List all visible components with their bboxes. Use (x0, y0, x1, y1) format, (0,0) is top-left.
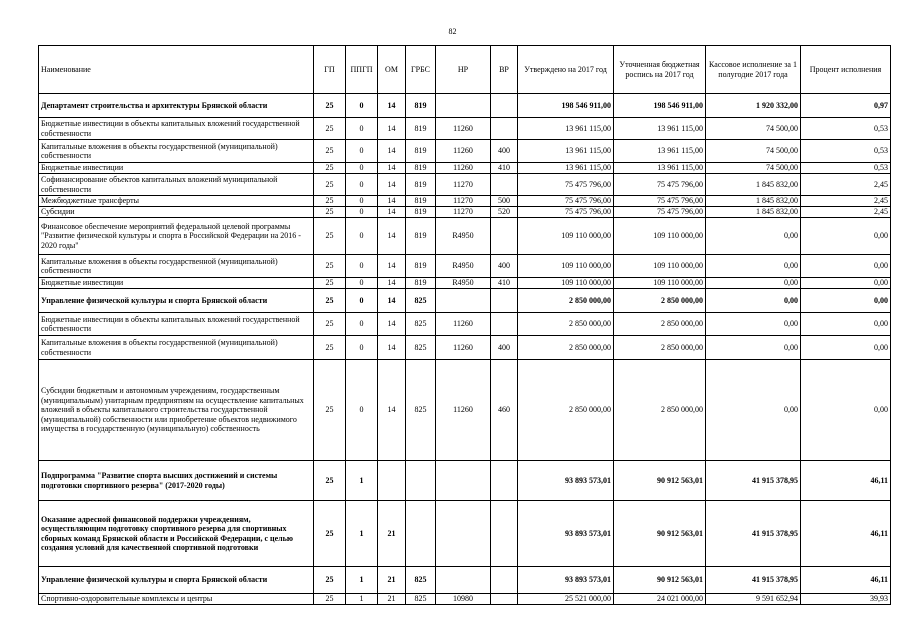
cell-ppgp: 0 (346, 278, 378, 289)
cell-ppgp: 0 (346, 118, 378, 140)
cell-percent: 0,00 (801, 218, 891, 255)
cell-grbs: 825 (406, 567, 436, 594)
cell-refined: 90 912 563,01 (614, 461, 706, 501)
cell-refined: 109 110 000,00 (614, 278, 706, 289)
cell-om: 14 (378, 118, 406, 140)
cell-refined: 90 912 563,01 (614, 567, 706, 594)
cell-grbs: 819 (406, 278, 436, 289)
cell-vr (491, 567, 518, 594)
cell-ppgp: 0 (346, 255, 378, 278)
cell-percent: 0,00 (801, 313, 891, 336)
cell-vr (491, 594, 518, 605)
table-row (39, 207, 891, 218)
cell-ppgp: 0 (346, 94, 378, 118)
cell-vr (491, 289, 518, 313)
table-row (39, 594, 891, 605)
cell-gp: 25 (314, 336, 346, 360)
cell-grbs: 825 (406, 313, 436, 336)
cell-refined: 75 475 796,00 (614, 174, 706, 196)
cell-om: 21 (378, 567, 406, 594)
cell-ppgp: 0 (346, 336, 378, 360)
cell-refined: 24 021 000,00 (614, 594, 706, 605)
cell-ppgp: 1 (346, 594, 378, 605)
table-row (39, 94, 891, 118)
col-header-percent: Процент исполнения (801, 46, 891, 94)
cell-name: Департамент строительства и архитектуры Брянской области (39, 94, 314, 118)
cell-refined: 2 850 000,00 (614, 336, 706, 360)
cell-vr (491, 461, 518, 501)
cell-approved: 93 893 573,01 (518, 567, 614, 594)
cell-nr: 11270 (436, 207, 491, 218)
cell-approved: 109 110 000,00 (518, 255, 614, 278)
cell-grbs: 819 (406, 196, 436, 207)
cell-refined: 198 546 911,00 (614, 94, 706, 118)
cell-gp: 25 (314, 289, 346, 313)
cell-approved: 13 961 115,00 (518, 140, 614, 163)
cell-cash: 74 500,00 (706, 140, 801, 163)
table-row (39, 118, 891, 140)
cell-name: Бюджетные инвестиции в объекты капитальных вложений государственной собственности (39, 118, 314, 140)
cell-ppgp: 0 (346, 196, 378, 207)
cell-refined: 109 110 000,00 (614, 218, 706, 255)
cell-gp: 25 (314, 163, 346, 174)
cell-om: 14 (378, 278, 406, 289)
cell-nr: 11270 (436, 196, 491, 207)
cell-cash: 74 500,00 (706, 163, 801, 174)
cell-gp: 25 (314, 140, 346, 163)
cell-nr: 11260 (436, 313, 491, 336)
cell-vr: 500 (491, 196, 518, 207)
cell-grbs: 819 (406, 118, 436, 140)
cell-nr: R4950 (436, 278, 491, 289)
cell-cash: 74 500,00 (706, 118, 801, 140)
cell-cash: 0,00 (706, 255, 801, 278)
cell-grbs: 819 (406, 94, 436, 118)
cell-om: 21 (378, 501, 406, 567)
cell-om: 14 (378, 289, 406, 313)
cell-name: Бюджетные инвестиции (39, 163, 314, 174)
col-header-nr: НР (436, 46, 491, 94)
cell-cash: 41 915 378,95 (706, 461, 801, 501)
cell-name: Субсидии (39, 207, 314, 218)
cell-name: Межбюджетные трансферты (39, 196, 314, 207)
table-row (39, 313, 891, 336)
cell-gp: 25 (314, 118, 346, 140)
cell-cash: 1 845 832,00 (706, 196, 801, 207)
cell-gp: 25 (314, 255, 346, 278)
cell-vr (491, 313, 518, 336)
page-number: 82 (448, 27, 457, 36)
cell-om: 14 (378, 163, 406, 174)
table-row (39, 174, 891, 196)
cell-refined: 75 475 796,00 (614, 207, 706, 218)
cell-name: Капитальные вложения в объекты государственной (муниципальной) собственности (39, 140, 314, 163)
cell-percent: 0,00 (801, 360, 891, 461)
cell-nr (436, 289, 491, 313)
cell-name: Капитальные вложения в объекты государственной (муниципальной) собственности (39, 336, 314, 360)
col-header-name: Наименование (39, 46, 314, 94)
cell-refined: 13 961 115,00 (614, 140, 706, 163)
cell-om: 14 (378, 140, 406, 163)
cell-nr (436, 94, 491, 118)
cell-refined: 109 110 000,00 (614, 255, 706, 278)
cell-name: Оказание адресной финансовой поддержки учреждениям, осуществляющим подготовку спортивного резерва для спортивных сборных команд Брянской области и Российской Федерации, с целью создания условий для качественной спортивной подготовки (39, 501, 314, 567)
cell-vr (491, 174, 518, 196)
cell-nr (436, 567, 491, 594)
cell-cash: 0,00 (706, 313, 801, 336)
cell-approved: 198 546 911,00 (518, 94, 614, 118)
cell-percent: 39,93 (801, 594, 891, 605)
cell-refined: 2 850 000,00 (614, 289, 706, 313)
cell-ppgp: 1 (346, 461, 378, 501)
cell-cash: 0,00 (706, 336, 801, 360)
cell-om (378, 461, 406, 501)
cell-percent: 2,45 (801, 196, 891, 207)
cell-grbs (406, 461, 436, 501)
cell-vr: 400 (491, 255, 518, 278)
cell-grbs: 825 (406, 594, 436, 605)
cell-vr: 400 (491, 336, 518, 360)
cell-cash: 9 591 652,94 (706, 594, 801, 605)
cell-ppgp: 0 (346, 218, 378, 255)
cell-nr (436, 501, 491, 567)
cell-name: Подпрограмма "Развитие спорта высших достижений и системы подготовки спортивного резерва" (2017-2020 годы) (39, 461, 314, 501)
cell-name: Спортивно-оздоровительные комплексы и центры (39, 594, 314, 605)
cell-nr: 11260 (436, 336, 491, 360)
cell-approved: 2 850 000,00 (518, 289, 614, 313)
cell-name: Бюджетные инвестиции в объекты капитальных вложений государственной собственности (39, 313, 314, 336)
cell-percent: 46,11 (801, 501, 891, 567)
cell-percent: 0,00 (801, 336, 891, 360)
cell-gp: 25 (314, 278, 346, 289)
cell-nr: 11260 (436, 360, 491, 461)
cell-nr (436, 461, 491, 501)
cell-name: Бюджетные инвестиции (39, 278, 314, 289)
cell-nr: 11260 (436, 163, 491, 174)
cell-percent: 0,00 (801, 255, 891, 278)
cell-grbs: 819 (406, 140, 436, 163)
cell-approved: 75 475 796,00 (518, 196, 614, 207)
cell-grbs: 825 (406, 289, 436, 313)
cell-approved: 2 850 000,00 (518, 313, 614, 336)
table-row (39, 461, 891, 501)
cell-ppgp: 0 (346, 163, 378, 174)
cell-nr: 11260 (436, 140, 491, 163)
cell-vr: 520 (491, 207, 518, 218)
cell-gp: 25 (314, 174, 346, 196)
cell-percent: 0,53 (801, 163, 891, 174)
cell-gp: 25 (314, 594, 346, 605)
cell-refined: 90 912 563,01 (614, 501, 706, 567)
cell-grbs: 825 (406, 336, 436, 360)
cell-nr: R4950 (436, 218, 491, 255)
cell-om: 14 (378, 255, 406, 278)
cell-approved: 75 475 796,00 (518, 174, 614, 196)
cell-approved: 2 850 000,00 (518, 336, 614, 360)
cell-vr (491, 218, 518, 255)
cell-gp: 25 (314, 501, 346, 567)
budget-table (38, 45, 891, 605)
cell-approved: 93 893 573,01 (518, 501, 614, 567)
cell-name: Капитальные вложения в объекты государственной (муниципальной) собственности (39, 255, 314, 278)
cell-om: 14 (378, 360, 406, 461)
cell-gp: 25 (314, 94, 346, 118)
cell-vr: 400 (491, 140, 518, 163)
cell-ppgp: 0 (346, 289, 378, 313)
cell-cash: 0,00 (706, 289, 801, 313)
table-row (39, 140, 891, 163)
cell-approved: 109 110 000,00 (518, 218, 614, 255)
col-header-refined: Уточненная бюджетная роспись на 2017 год (614, 46, 706, 94)
cell-grbs: 819 (406, 207, 436, 218)
cell-percent: 46,11 (801, 567, 891, 594)
col-header-ppgp: ППГП (346, 46, 378, 94)
cell-percent: 2,45 (801, 174, 891, 196)
cell-cash: 41 915 378,95 (706, 501, 801, 567)
cell-cash: 1 845 832,00 (706, 174, 801, 196)
cell-om: 14 (378, 207, 406, 218)
cell-vr (491, 501, 518, 567)
col-header-vr: ВР (491, 46, 518, 94)
cell-gp: 25 (314, 207, 346, 218)
cell-refined: 2 850 000,00 (614, 360, 706, 461)
cell-percent: 0,53 (801, 118, 891, 140)
cell-grbs (406, 501, 436, 567)
cell-cash: 0,00 (706, 278, 801, 289)
cell-grbs: 819 (406, 218, 436, 255)
cell-ppgp: 0 (346, 313, 378, 336)
col-header-grbs: ГРБС (406, 46, 436, 94)
table-header-row (39, 46, 891, 94)
cell-gp: 25 (314, 360, 346, 461)
cell-cash: 1 845 832,00 (706, 207, 801, 218)
cell-nr: 11270 (436, 174, 491, 196)
col-header-gp: ГП (314, 46, 346, 94)
table-row (39, 278, 891, 289)
cell-approved: 93 893 573,01 (518, 461, 614, 501)
cell-approved: 2 850 000,00 (518, 360, 614, 461)
cell-cash: 0,00 (706, 360, 801, 461)
cell-percent: 0,00 (801, 278, 891, 289)
cell-gp: 25 (314, 313, 346, 336)
cell-vr (491, 94, 518, 118)
table-row (39, 196, 891, 207)
cell-cash: 0,00 (706, 218, 801, 255)
cell-percent: 0,00 (801, 289, 891, 313)
table-row (39, 501, 891, 567)
cell-name: Управление физической культуры и спорта Брянской области (39, 567, 314, 594)
cell-percent: 2,45 (801, 207, 891, 218)
cell-nr: 10980 (436, 594, 491, 605)
table-row (39, 336, 891, 360)
cell-name: Софинансирование объектов капитальных вложений муниципальной собственности (39, 174, 314, 196)
cell-gp: 25 (314, 461, 346, 501)
cell-approved: 109 110 000,00 (518, 278, 614, 289)
cell-om: 14 (378, 94, 406, 118)
cell-refined: 13 961 115,00 (614, 163, 706, 174)
cell-approved: 13 961 115,00 (518, 118, 614, 140)
table-row (39, 289, 891, 313)
table-row (39, 360, 891, 461)
table-row (39, 163, 891, 174)
cell-refined: 2 850 000,00 (614, 313, 706, 336)
cell-om: 21 (378, 594, 406, 605)
cell-ppgp: 1 (346, 567, 378, 594)
cell-name: Финансовое обеспечение мероприятий федеральной целевой программы "Развитие физической культуры и спорта в Российской Федерации на 2016 - 2020 годы" (39, 218, 314, 255)
table-row (39, 255, 891, 278)
cell-vr (491, 118, 518, 140)
cell-ppgp: 1 (346, 501, 378, 567)
cell-gp: 25 (314, 196, 346, 207)
cell-vr: 410 (491, 278, 518, 289)
cell-gp: 25 (314, 567, 346, 594)
cell-name: Управление физической культуры и спорта Брянской области (39, 289, 314, 313)
cell-nr: R4950 (436, 255, 491, 278)
cell-approved: 13 961 115,00 (518, 163, 614, 174)
cell-ppgp: 0 (346, 360, 378, 461)
col-header-om: ОМ (378, 46, 406, 94)
cell-grbs: 819 (406, 174, 436, 196)
table-row (39, 567, 891, 594)
cell-gp: 25 (314, 218, 346, 255)
cell-refined: 75 475 796,00 (614, 196, 706, 207)
cell-om: 14 (378, 174, 406, 196)
cell-ppgp: 0 (346, 207, 378, 218)
cell-grbs: 819 (406, 163, 436, 174)
cell-name: Субсидии бюджетным и автономным учреждениям, государственным (муниципальным) унитарным предприятиям на осуществление капитальных вложений в объекты капитального строительства государственной (муниципальной) собственности или приобретение объектов недвижимого имущества в государственную (муниципальную) собственность (39, 360, 314, 461)
cell-approved: 75 475 796,00 (518, 207, 614, 218)
cell-grbs: 825 (406, 360, 436, 461)
cell-om: 14 (378, 313, 406, 336)
cell-percent: 0,97 (801, 94, 891, 118)
cell-ppgp: 0 (346, 174, 378, 196)
cell-ppgp: 0 (346, 140, 378, 163)
table-row (39, 218, 891, 255)
cell-approved: 25 521 000,00 (518, 594, 614, 605)
cell-grbs: 819 (406, 255, 436, 278)
col-header-approved: Утверждено на 2017 год (518, 46, 614, 94)
col-header-cash: Кассовое исполнение за 1 полугодие 2017 года (706, 46, 801, 94)
cell-vr: 410 (491, 163, 518, 174)
cell-om: 14 (378, 196, 406, 207)
cell-vr: 460 (491, 360, 518, 461)
cell-cash: 1 920 332,00 (706, 94, 801, 118)
cell-om: 14 (378, 336, 406, 360)
cell-cash: 41 915 378,95 (706, 567, 801, 594)
cell-refined: 13 961 115,00 (614, 118, 706, 140)
cell-percent: 46,11 (801, 461, 891, 501)
cell-om: 14 (378, 218, 406, 255)
cell-nr: 11260 (436, 118, 491, 140)
cell-percent: 0,53 (801, 140, 891, 163)
